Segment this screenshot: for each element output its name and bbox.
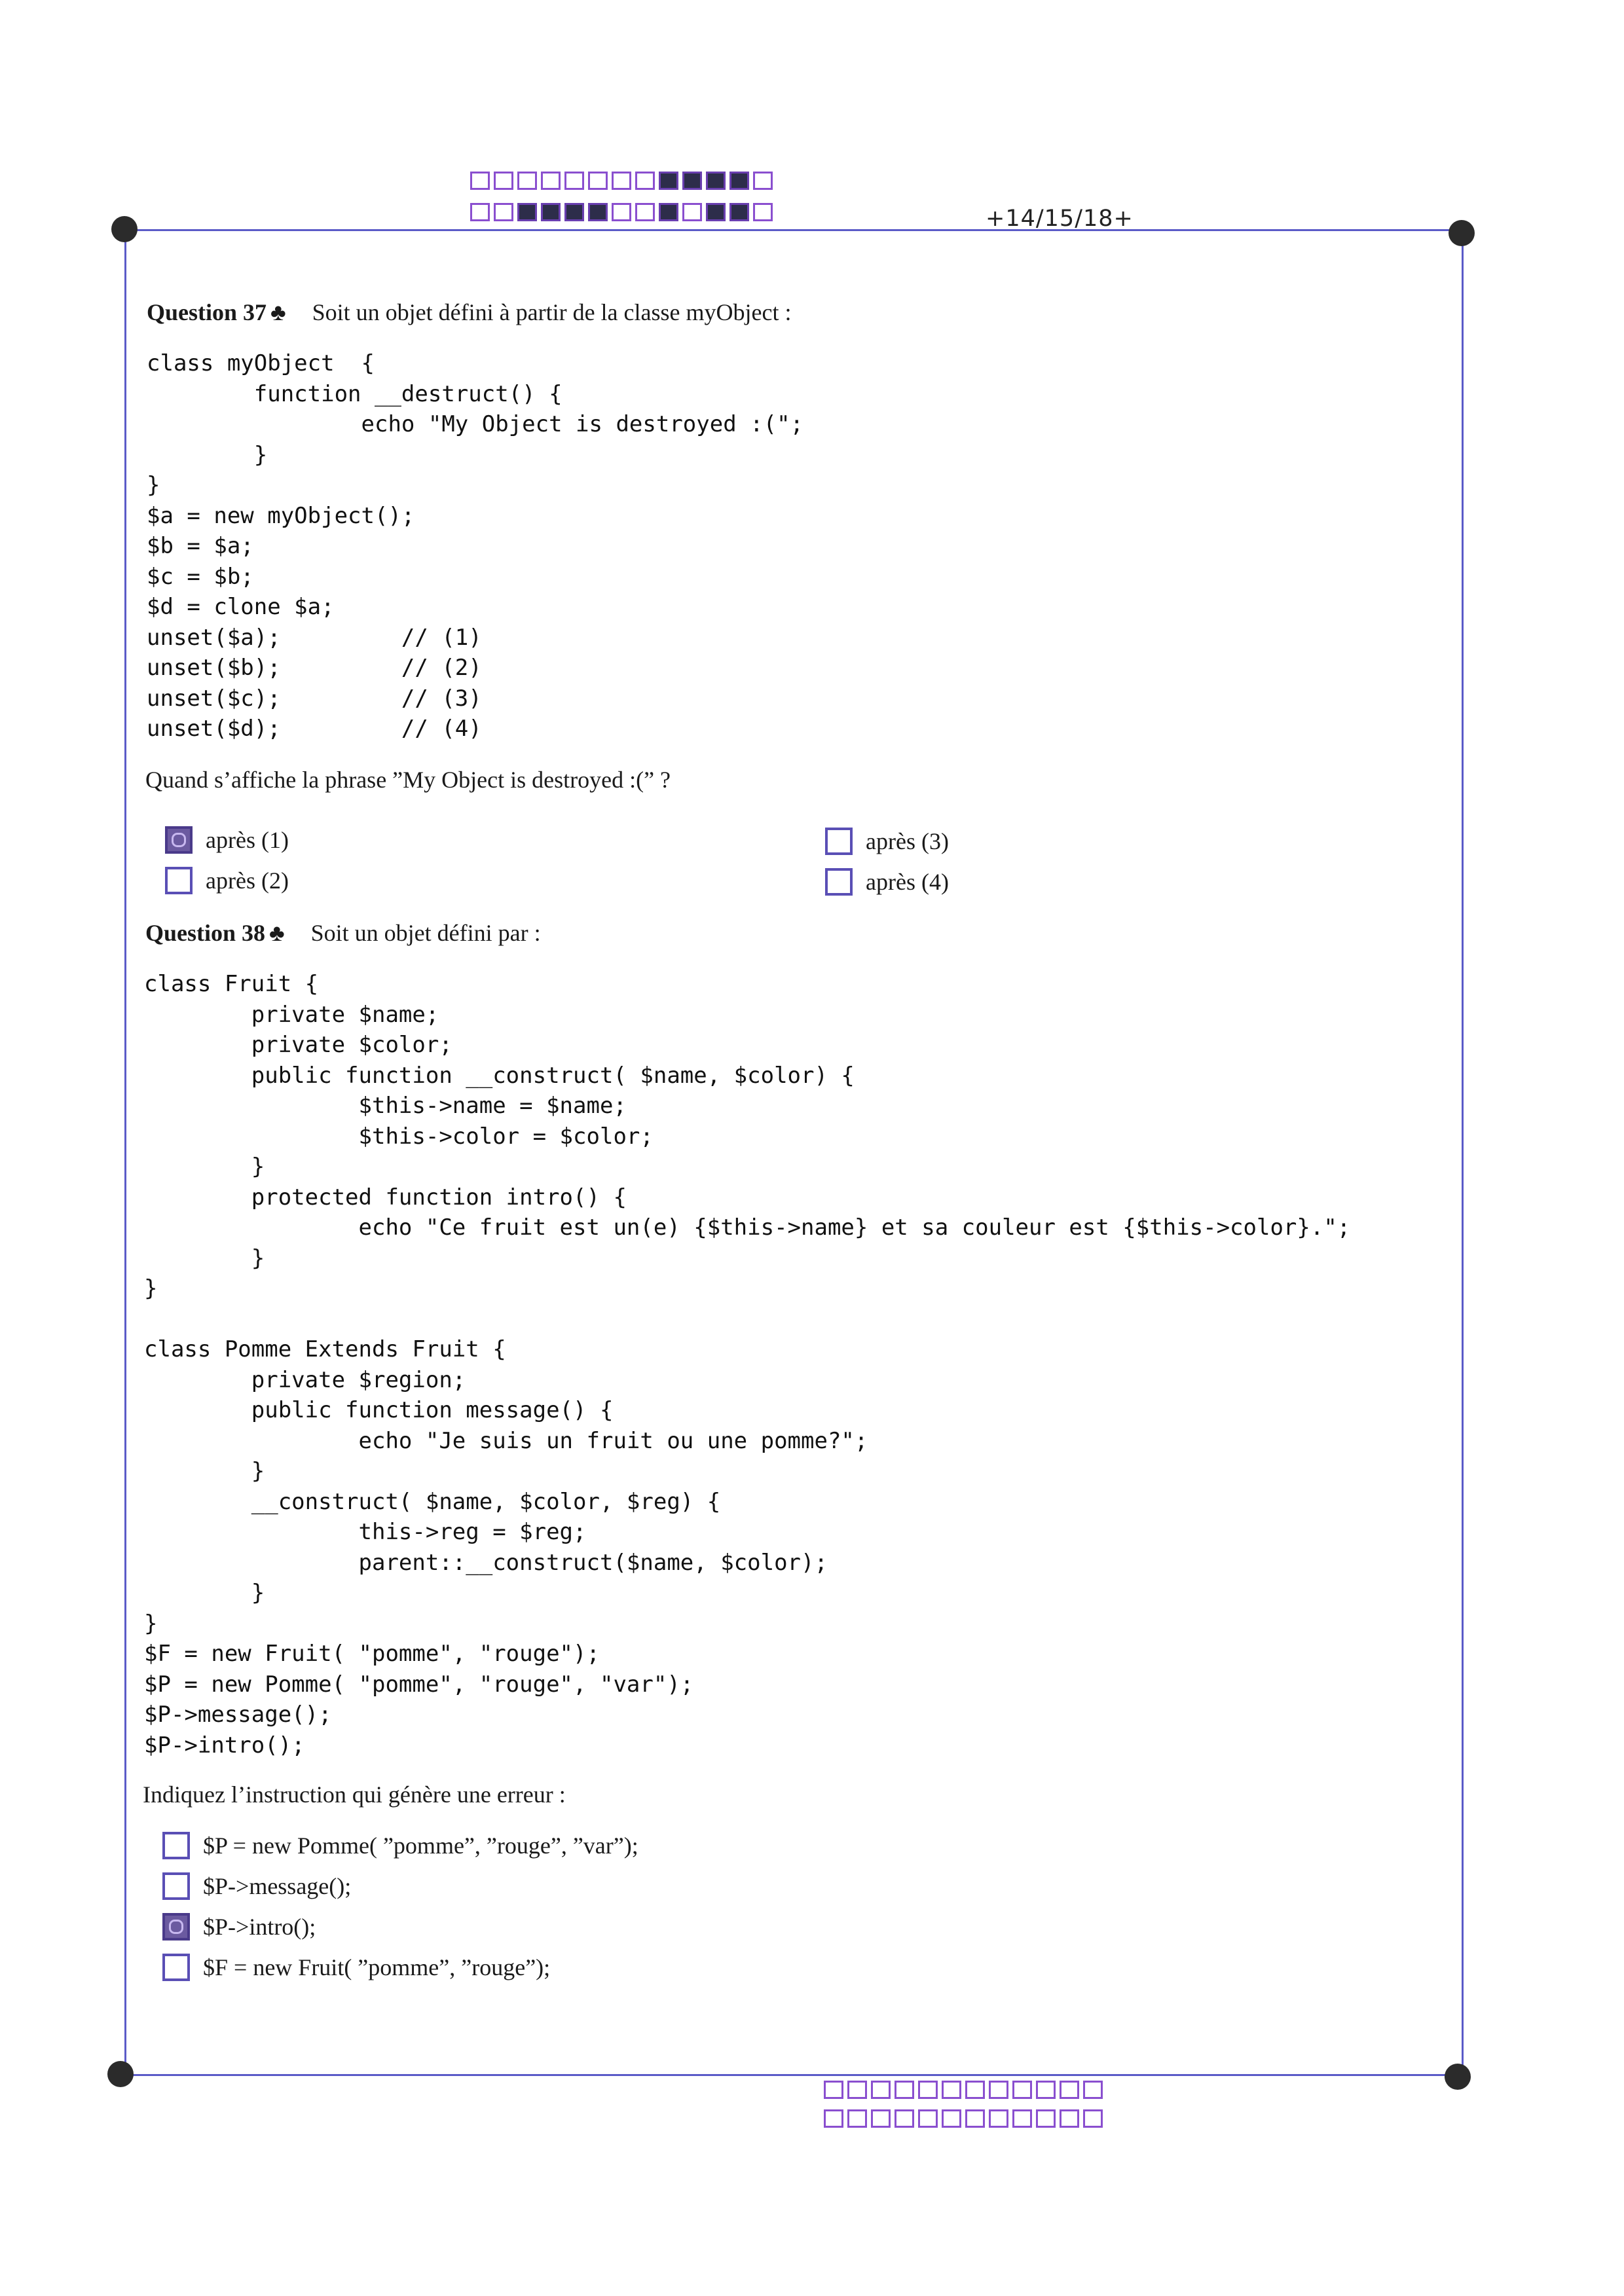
bottom-barcode-row-1 [824,2081,1107,2099]
bottom-barcode-row-2 [824,2109,1107,2128]
q38-answer-4[interactable] [162,1954,550,1981]
corner-dot-tr [1449,220,1475,246]
checkbox[interactable] [162,1832,190,1859]
corner-dot-bl [107,2061,134,2087]
q38-answer-2[interactable] [162,1872,351,1900]
q37-answer-3[interactable] [825,828,949,855]
answer-label: après (4) [866,869,949,895]
question-38-prompt: Indiquez l’instruction qui génère une erreur : [143,1781,566,1808]
answer-label: $F = new Fruit( ”pomme”, ”rouge”); [203,1954,551,1980]
page-number: +14/15/18+ [986,206,1134,232]
q38-answer-3[interactable] [162,1913,316,1941]
question-37-title [147,299,791,326]
checkbox[interactable] [162,1872,190,1900]
q37-answer-4[interactable] [825,868,949,896]
question-38-title [145,919,541,947]
checkbox-checked[interactable] [162,1913,190,1941]
frame-right [1462,230,1464,2075]
club-icon: ♣ [269,920,285,946]
checkbox[interactable] [825,828,853,855]
answer-label: après (3) [866,828,949,854]
question-38-code: class Fruit { private $name; private $color; public function __construct( $name, $color) { $this->name = $name; $this->color = $color; } protected function intro() { echo "Ce fruit est un(e) {$this->name} et sa couleur est {$this->color}."; } } class Pomme Extends Fruit { private $region; public function message() { echo "Je suis un fruit ou une pomme?"; } __construct( $name, $color, $reg) { this->reg = $reg; parent::__construct($name, $color); } } $F = new Fruit( "pomme", "rouge"); $P = new Pomme( "pomme", "rouge", "var"); $P->message(); $P->intro(); [144,971,1351,1758]
corner-dot-tl [111,216,138,242]
q37-answer-1[interactable] [165,826,289,854]
answer-label: après (2) [206,867,289,894]
checkbox[interactable] [162,1954,190,1981]
question-38-label: Question 38 [145,920,266,946]
answer-label: après (1) [206,827,289,853]
q38-answer-1[interactable] [162,1832,638,1859]
frame-left [124,230,126,2075]
answer-label: $P->intro(); [203,1914,316,1940]
answer-label: $P->message(); [203,1873,352,1899]
checkbox[interactable] [825,868,853,896]
answer-label: $P = new Pomme( ”pomme”, ”rouge”, ”var”); [203,1832,638,1859]
frame-bottom [120,2074,1458,2076]
top-barcode-row-1 [470,172,777,190]
club-icon: ♣ [270,299,286,325]
checkbox-checked[interactable] [165,826,193,854]
question-37-label: Question 37 [147,299,267,325]
question-37-text: Soit un objet défini à partir de la classe myObject : [312,299,792,325]
question-37-prompt: Quand s’affiche la phrase ”My Object is destroyed :(” ? [145,767,671,793]
question-37-code: class myObject { function __destruct() { echo "My Object is destroyed :("; } } $a = new myObject(); $b = $a; $c = $b; $d = clone $a; unset($a); // (1) unset($b); // (2) unset($c); // (3) unset($d); // (4) [147,350,804,742]
q37-answer-2[interactable] [165,867,289,894]
corner-dot-br [1445,2064,1471,2090]
question-38-text: Soit un objet défini par : [310,920,541,946]
top-barcode-row-2 [470,203,777,221]
frame-top [126,229,1464,231]
checkbox[interactable] [165,867,193,894]
